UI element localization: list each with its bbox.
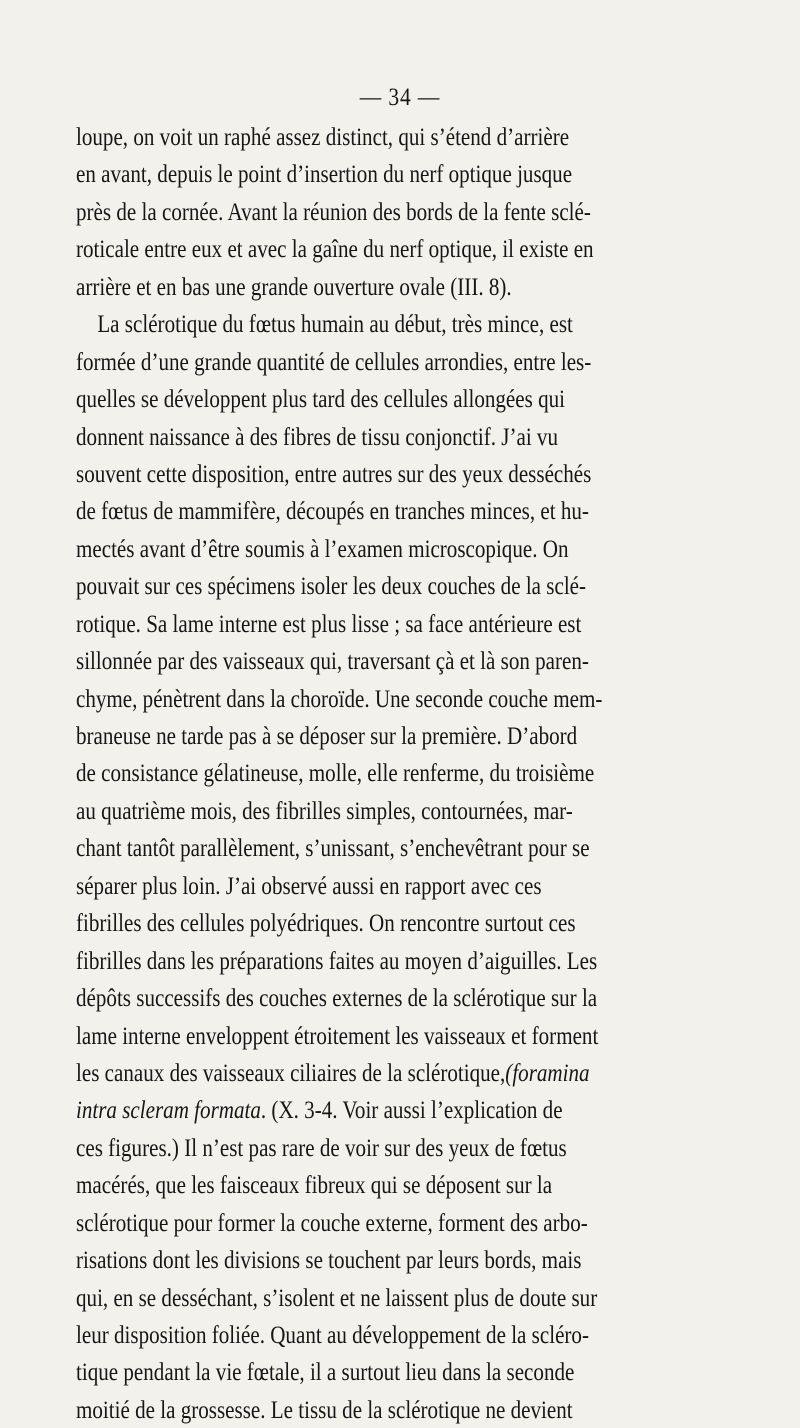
text-line: leur disposition foliée. Quant au développement de la scléro- — [76, 1320, 589, 1349]
italic-foramina: (foramina — [505, 1057, 590, 1087]
text-line: sillonnée par des vaisseaux qui, traversant çà et là son paren- — [76, 646, 589, 676]
text-line: chant tantôt parallèlement, s’unissant, s’enchevêtrant pour se — [76, 833, 590, 863]
text-line: fibrilles dans les préparations faites au moyen d’aiguilles. Les — [76, 945, 598, 975]
text-line: fibrilles des cellules polyédriques. On rencontre surtout ces — [76, 908, 576, 938]
text-line: ces figures.) Il n’est pas rare de voir sur des yeux de fœtus — [76, 1132, 567, 1162]
text-line: qui, en se desséchant, s’isolent et ne laissent plus de doute sur — [76, 1282, 598, 1312]
text-line — [76, 1054, 660, 1091]
text-line: moitié de la grossesse. Le tissu de la sclérotique ne devient — [76, 1394, 573, 1424]
text-line: risations dont les divisions se touchent par leurs bords, mais — [76, 1245, 582, 1275]
text-line: roticale entre eux et avec la gaîne du nerf optique, il existe en — [76, 234, 594, 264]
text-line: tique pendant la vie fœtale, il a surtout lieu dans la seconde — [76, 1357, 575, 1387]
text-line: sclérotique pour former la couche externe, forment des arbo- — [76, 1207, 588, 1237]
page-number: — 34 — — [359, 84, 441, 111]
text-line: mectés avant d’être soumis à l’examen microscopique. On — [76, 533, 569, 563]
text-line — [76, 1091, 660, 1128]
text-line: de fœtus de mammifère, découpés en tranches minces, et hu- — [76, 496, 589, 526]
text-line: séparer plus loin. J’ai observé aussi en rapport avec ces — [76, 870, 542, 900]
text-line: braneuse ne tarde pas à se déposer sur la première. D’abord — [76, 721, 578, 750]
text-line: lame interne enveloppent étroitement les vaisseaux et forment — [76, 1020, 599, 1050]
text-line: de consistance gélatineuse, molle, elle renferme, du troisième — [76, 758, 595, 788]
text-line: souvent cette disposition, entre autres sur des yeux desséchés — [76, 458, 592, 488]
text-line: chyme, pénètrent dans la choroïde. Une seconde couche mem- — [76, 683, 603, 713]
text-line: rotique. Sa lame interne est plus lisse ; sa face antérieure est — [76, 608, 582, 638]
text-line: macérés, que les faisceaux fibreux qui se déposent sur la — [76, 1170, 553, 1200]
text-line: donnent naissance à des fibres de tissu conjonctif. J’ai vu — [76, 421, 559, 451]
text-segment: . (X. 3-4. Voir aussi l’explication de — [260, 1095, 563, 1125]
text-line: près de la cornée. Avant la réunion des bords de la fente sclé- — [76, 196, 591, 226]
paragraph-first-line: La sclérotique du fœtus humain au début, très mince, est — [97, 309, 573, 339]
body-text — [76, 118, 788, 1428]
text-line: quelles se développent plus tard des cellules allongées qui — [76, 384, 566, 414]
text-line: arrière et en bas une grande ouverture ovale (III. 8). — [76, 271, 512, 301]
italic-latin-phrase: intra scleram formata — [76, 1095, 261, 1125]
text-line: pouvait sur ces spécimens isoler les deux couches de la sclé- — [76, 571, 587, 601]
text-line: loupe, on voit un raphé assez distinct, qui s’étend d’arrière — [76, 122, 570, 151]
text-line: formée d’une grande quantité de cellules arrondies, entre les- — [76, 346, 592, 376]
text-segment: les canaux des vaisseaux ciliaires de la sclérotique, — [76, 1057, 506, 1087]
text-line: en avant, depuis le point d’insertion du nerf optique jusque — [76, 159, 573, 189]
text-line: dépôts successifs des couches externes de la sclérotique sur la — [76, 983, 598, 1013]
text-line: au quatrième mois, des fibrilles simples, contournées, mar- — [76, 795, 573, 825]
